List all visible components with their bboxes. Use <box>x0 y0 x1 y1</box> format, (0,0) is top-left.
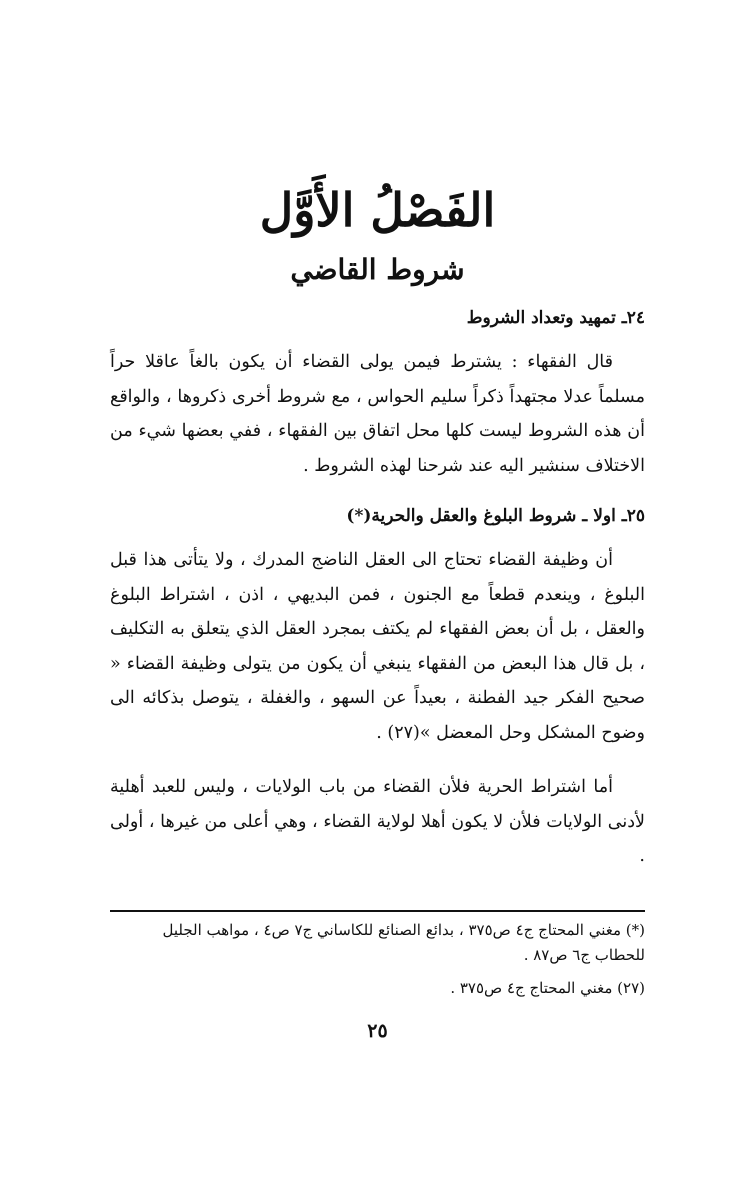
section-24 <box>110 305 645 483</box>
section-heading: ٢٥ـ اولا ـ شروط البلوغ والعقل والحرية(*) <box>346 506 645 526</box>
chapter-title: الفَصْلُ الأَوَّل <box>259 183 496 237</box>
paragraph: قال الفقهاء : يشترط فيمن يولى القضاء أن يكون بالغاً عاقلا حراً مسلماً عدلا مجتهداً ذكراً سليم الحواس ، مع شروط أخرى ذكروها ، والواقع أن هذه الشروط ليست كلها محل اتفاق بين الفقهاء ، ففي بعضها شيء من الاختلاف سنشير اليه عند شرحنا لهذه الشروط . <box>110 352 645 476</box>
footnote-divider <box>110 910 645 912</box>
footnote: (*) مغني المحتاج ج٤ ص٣٧٥ ، بدائع الصنائع للكاساني ج٧ ص٤ ، مواهب الجليل للحطاب ج٦ ص٨٧ . <box>162 921 645 964</box>
footnotes <box>110 918 645 1001</box>
section-25 <box>110 503 645 874</box>
page-number: ٢٥ <box>367 1020 388 1042</box>
chapter-subtitle: شروط القاضي <box>290 253 465 286</box>
section-heading: ٢٤ـ تمهيد وتعداد الشروط <box>466 308 645 328</box>
footnote: (٢٧) مغني المحتاج ج٤ ص٣٧٥ . <box>450 979 645 997</box>
paragraph: أن وظيفة القضاء تحتاج الى العقل الناضج المدرك ، ولا يتأتى هذا قبل البلوغ ، وينعدم قطعاً مع الجنون ، فمن البديهي ، اذن ، اشتراط البلوغ والعقل ، بل أن بعض الفقهاء لم يكتف بمجرد العقل الذي يتعلق به التكليف ، بل قال هذا البعض من الفقهاء ينبغي أن يكون من يتولى وظيفة القضاء « صحيح الفكر جيد الفطنة ، بعيداً عن السهو ، والغفلة ، يتوصل بذكائه الى وضوح المشكل وحل المعضل »(٢٧) . <box>110 550 645 743</box>
paragraph: أما اشتراط الحرية فلأن القضاء من باب الولايات ، وليس للعبد أهلية لأدنى الولايات فلأن لا يكون أهلا لولاية القضاء ، وهي أعلى من غيرها ، أولى . <box>110 777 645 866</box>
